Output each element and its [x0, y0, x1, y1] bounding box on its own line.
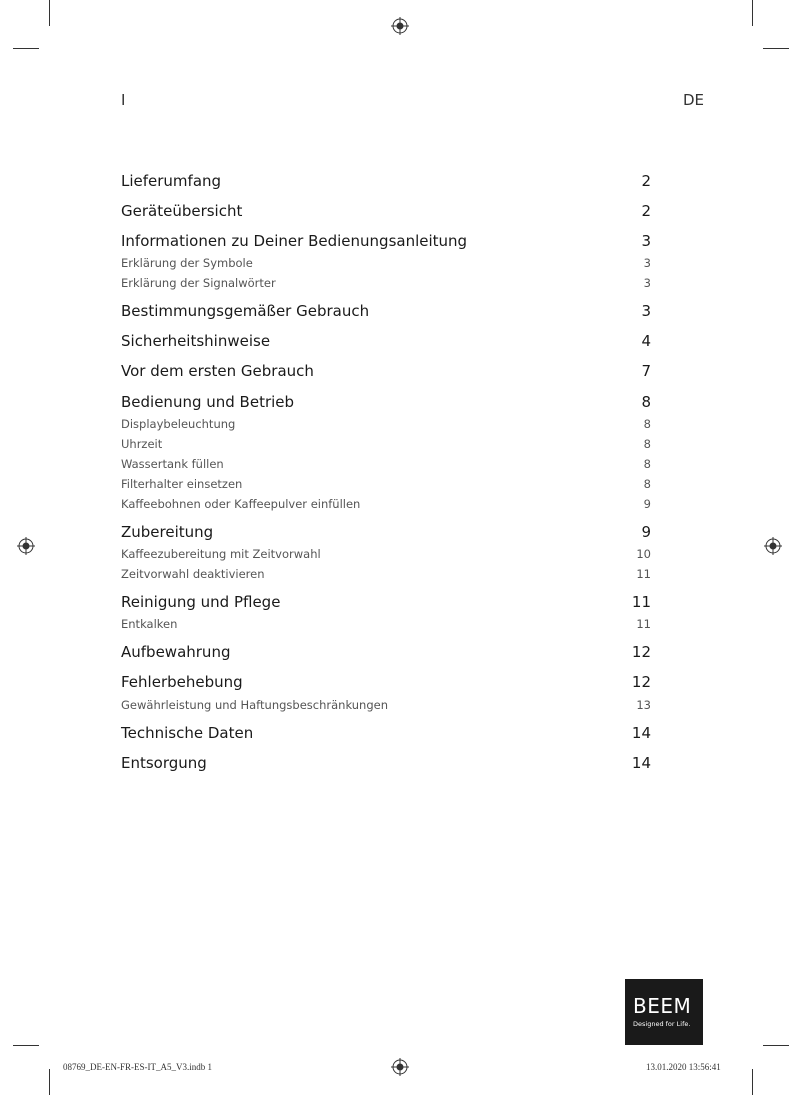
toc-subentry	[121, 437, 651, 451]
toc-entry-title: Kaffeezubereitung mit Zeitvorwahl	[121, 547, 321, 561]
toc-entry-title: Kaffeebohnen oder Kaffeepulver einfüllen	[121, 497, 361, 511]
toc-entry-page: 4	[641, 332, 651, 350]
brand-logo	[625, 979, 703, 1045]
language-label: DE	[683, 91, 705, 109]
toc-entry	[121, 202, 651, 220]
toc-entry-title: Technische Daten	[121, 724, 254, 742]
toc-entry-title: Sicherheitshinweise	[121, 332, 271, 350]
footer-file-name: 08769_DE-EN-FR-ES-IT_A5_V3.indb 1	[63, 1062, 212, 1072]
toc-entry-title: Informationen zu Deiner Bedienungsanleitung	[121, 232, 468, 250]
toc-entry	[121, 232, 651, 250]
logo-brand: BEEM	[633, 994, 692, 1018]
toc-entry-page: 8	[643, 457, 651, 471]
toc-entry-title: Aufbewahrung	[121, 643, 231, 661]
toc-entry	[121, 332, 651, 350]
crop-mark	[752, 1069, 753, 1095]
toc-entry	[121, 593, 651, 611]
toc-entry-title: Lieferumfang	[121, 172, 222, 190]
toc-entry-page: 12	[631, 673, 651, 691]
registration-mark-icon	[17, 537, 35, 555]
toc-entry-page: 3	[643, 276, 651, 290]
toc-entry-page: 3	[643, 256, 651, 270]
crop-mark	[13, 1045, 39, 1046]
toc-entry-title: Entsorgung	[121, 754, 207, 772]
toc-entry-page: 12	[631, 643, 651, 661]
toc-entry	[121, 724, 651, 742]
registration-mark-icon	[391, 1058, 409, 1076]
toc-entry-page: 2	[641, 172, 651, 190]
toc-entry-page: 8	[643, 477, 651, 491]
toc-entry-title: Geräteübersicht	[121, 202, 243, 220]
toc-subentry	[121, 698, 651, 712]
crop-mark	[763, 1045, 789, 1046]
toc-entry-page: 14	[631, 724, 651, 742]
toc-subentry	[121, 276, 651, 290]
crop-mark	[49, 1069, 50, 1095]
toc-entry-page: 3	[641, 302, 651, 320]
toc-entry-title: Vor dem ersten Gebrauch	[121, 362, 314, 380]
toc-entry-page: 8	[641, 393, 651, 411]
toc-entry-title: Uhrzeit	[121, 437, 163, 451]
toc-entry-title: Gewährleistung und Haftungsbeschränkungen	[121, 698, 388, 712]
toc-entry-title: Wassertank füllen	[121, 457, 224, 471]
toc-entry-title: Displaybeleuchtung	[121, 417, 236, 431]
toc-entry-title: Filterhalter einsetzen	[121, 477, 243, 491]
toc-entry-title: Reinigung und Pflege	[121, 593, 281, 611]
footer-date: 13.01.2020 13:56:41	[646, 1062, 721, 1072]
toc-entry-page: 2	[641, 202, 651, 220]
toc-entry-page: 8	[643, 417, 651, 431]
toc-entry-page: 10	[636, 547, 651, 561]
toc-subentry	[121, 497, 651, 511]
crop-mark	[763, 48, 789, 49]
toc-entry-page: 14	[631, 754, 651, 772]
toc-entry-page: 11	[636, 567, 651, 581]
toc-entry	[121, 754, 651, 772]
toc-entry-title: Erklärung der Signalwörter	[121, 276, 276, 290]
toc-entry-page: 8	[643, 437, 651, 451]
toc-entry-page: 11	[636, 617, 651, 631]
toc-entry	[121, 362, 651, 380]
registration-mark-icon	[391, 17, 409, 35]
toc-subentry	[121, 547, 651, 561]
toc-entry-page: 13	[636, 698, 651, 712]
toc-subentry	[121, 256, 651, 270]
toc-entry	[121, 172, 651, 190]
page-number: I	[121, 91, 126, 109]
toc-entry-page: 3	[641, 232, 651, 250]
toc-entry-page: 9	[643, 497, 651, 511]
toc-entry-title: Entkalken	[121, 617, 178, 631]
logo-tagline: Designed for Life.	[633, 1020, 691, 1028]
toc-entry-title: Zubereitung	[121, 523, 214, 541]
toc-entry-title: Erklärung der Symbole	[121, 256, 253, 270]
crop-mark	[13, 48, 39, 49]
toc-entry-title: Fehlerbehebung	[121, 673, 243, 691]
crop-mark	[49, 0, 50, 26]
toc-entry-page: 11	[631, 593, 651, 611]
toc-subentry	[121, 617, 651, 631]
toc-subentry	[121, 567, 651, 581]
toc-entry	[121, 643, 651, 661]
crop-mark	[752, 0, 753, 26]
toc-entry-page: 9	[641, 523, 651, 541]
toc-entry-title: Zeitvorwahl deaktivieren	[121, 567, 265, 581]
toc-entry	[121, 523, 651, 541]
toc-entry	[121, 673, 651, 691]
toc-entry-title: Bestimmungsgemäßer Gebrauch	[121, 302, 370, 320]
toc-entry-title: Bedienung und Betrieb	[121, 393, 295, 411]
toc-subentry	[121, 477, 651, 491]
toc-entry	[121, 302, 651, 320]
toc-entry-page: 7	[641, 362, 651, 380]
registration-mark-icon	[764, 537, 782, 555]
toc-subentry	[121, 457, 651, 471]
toc-subentry	[121, 417, 651, 431]
toc-entry	[121, 393, 651, 411]
